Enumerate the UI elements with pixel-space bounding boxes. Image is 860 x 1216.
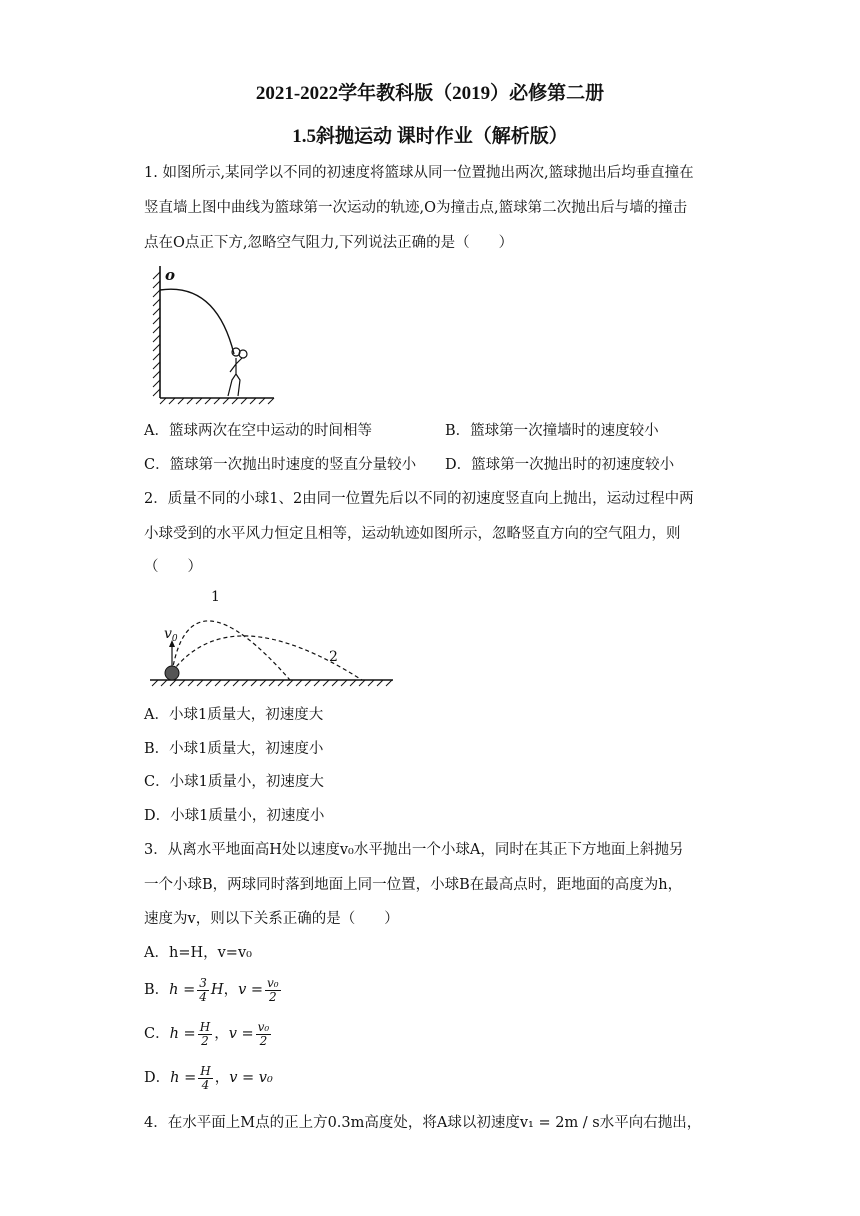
- q1-option-c[interactable]: C．篮球第一次抛出时速度的竖直分量较小: [144, 457, 417, 473]
- document-title: 2021-2022学年教科版（2019）必修第二册: [255, 83, 605, 104]
- q2-option-c[interactable]: C．小球1质量小，初速度大: [144, 774, 324, 790]
- q1-stem-line-1: 1. 如图所示,某同学以不同的初速度将篮球从同一位置抛出两次,篮球抛出后均垂直撞在: [144, 165, 694, 181]
- q1-option-a[interactable]: A．篮球两次在空中运动的时间相等: [144, 423, 372, 439]
- q2-figure-trajectories: [150, 586, 395, 692]
- trajectory-curve: [160, 289, 234, 354]
- wall-hatching: [153, 272, 160, 396]
- point-o-label: o: [165, 266, 176, 284]
- q1-option-b[interactable]: B．篮球第一次撞墙时的速度较小: [445, 423, 659, 439]
- q1-stem-line-3: 点在O点正下方,忽略空气阻力,下列说法正确的是（ ）: [144, 235, 514, 251]
- q2-stem-line-1: 2．质量不同的小球1、2由同一位置先后以不同的初速度竖直向上抛出，运动过程中两: [144, 491, 694, 507]
- q4-stem-line-1: 4．在水平面上M点的正上方0.3m高度处，将A球以初速度v₁ = 2m / s水平向右抛出，: [144, 1115, 702, 1131]
- ball: [165, 666, 179, 680]
- q3-stem-line-3: 速度为v，则以下关系正确的是（ ）: [144, 911, 399, 927]
- q1-figure-basketball-wall: [146, 262, 276, 407]
- v-label: $v_0$: [164, 626, 178, 644]
- student-figure: [228, 348, 247, 396]
- trajectory-2-label: 2: [329, 649, 338, 665]
- ground-hatching: [152, 680, 392, 686]
- q3-option-d[interactable]: D． h = $\frac{H}{4}$ ， v = v₀: [144, 1063, 273, 1092]
- q3-stem-line-2: 一个小球B，两球同时落到地面上同一位置，小球B在最高点时，距地面的高度为h，: [144, 877, 683, 893]
- q3-option-c[interactable]: C． h = $\frac{H}{2}$ ， v = $\frac{\text{v₀}}{2}$: [144, 1019, 270, 1048]
- q2-option-d[interactable]: D．小球1质量小，初速度小: [144, 808, 325, 824]
- trajectory-1-label: 1: [211, 589, 220, 605]
- q2-option-a[interactable]: A．小球1质量大，初速度大: [144, 707, 324, 723]
- q3-option-b[interactable]: B． h = $\frac{3}{4}$ H ， v = $\frac{\text{v₀}}{2}$: [144, 975, 279, 1004]
- q3-stem-line-1: 3．从离水平地面高H处以速度v₀水平抛出一个小球A，同时在其正下方地面上斜抛另: [144, 842, 684, 858]
- ground-hatching: [160, 398, 274, 404]
- q2-stem-line-2: 小球受到的水平风力恒定且相等，运动轨迹如图所示，忽略竖直方向的空气阻力，则: [144, 526, 681, 542]
- document-subtitle: 1.5斜抛运动 课时作业（解析版）: [292, 126, 568, 147]
- q1-option-d[interactable]: D．篮球第一次抛出时的初速度较小: [445, 457, 675, 473]
- q1-stem-line-2: 竖直墙上图中曲线为篮球第一次运动的轨迹,O为撞击点,篮球第二次抛出后与墙的撞击: [144, 200, 688, 216]
- q2-option-b[interactable]: B．小球1质量大，初速度小: [144, 741, 324, 757]
- q3-option-a[interactable]: A．h=H，v=v₀: [144, 945, 252, 961]
- q2-stem-line-3: （ ）: [144, 559, 202, 575]
- trajectory-1: [172, 621, 290, 680]
